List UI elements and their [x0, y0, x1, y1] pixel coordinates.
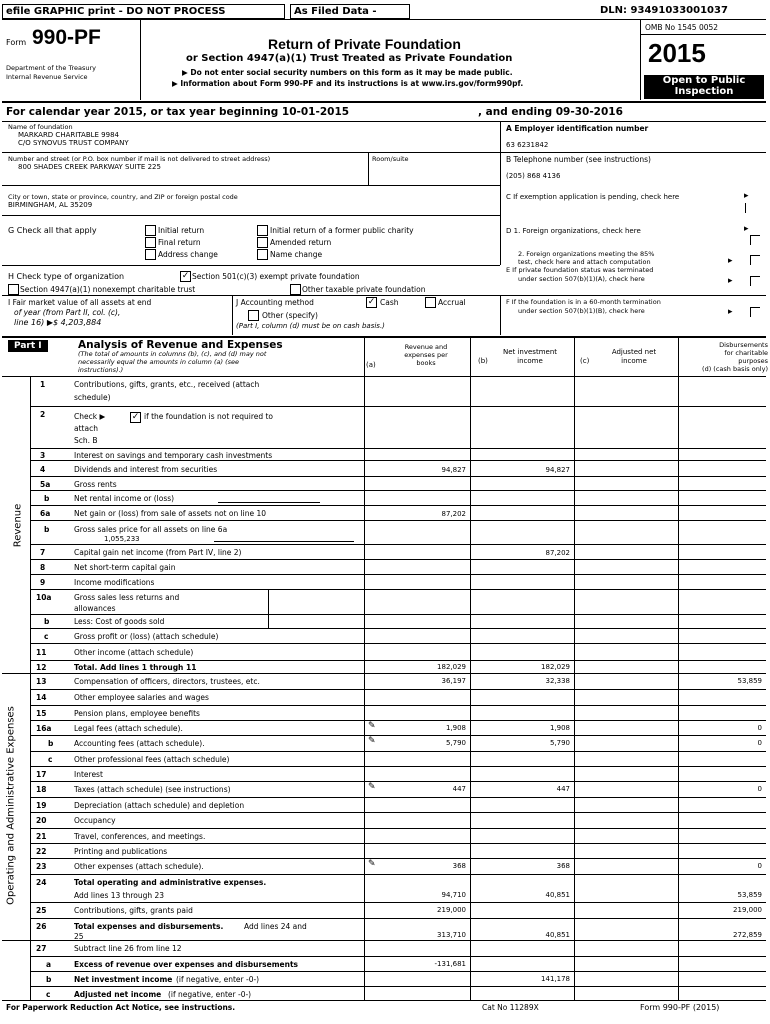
phone-value: (205) 868 4136: [506, 172, 561, 180]
r26-col-b: 40,851: [545, 931, 570, 939]
row-label: Gross sales price for all assets on line 6a: [74, 525, 228, 534]
row-label: Interest: [74, 770, 103, 779]
col-b-line2: income: [517, 357, 543, 365]
revenue-side-label: Revenue: [12, 503, 24, 548]
divider: [30, 828, 766, 829]
r24-col-a: 94,710: [441, 891, 466, 899]
row-label: Accounting fees (attach schedule).: [74, 739, 205, 748]
part-desc1: (The total of amounts in columns (b), (c), and (d) may not: [78, 350, 267, 358]
r6a-col-a: 87,202: [441, 510, 466, 518]
row-number: b: [48, 739, 54, 748]
row-number: 11: [36, 648, 47, 657]
row-label: Subtract line 26 from line 12: [74, 944, 182, 953]
divider: [2, 940, 30, 941]
other-taxable-label: Other taxable private foundation: [302, 285, 426, 294]
row-label: Compensation of officers, directors, trustees, etc.: [74, 677, 260, 686]
divider: [30, 689, 766, 690]
open-inspection-badge: [644, 75, 764, 99]
col-a-header: [382, 343, 470, 367]
divider: [30, 971, 766, 972]
r25-col-a: 219,000: [437, 906, 466, 914]
arrow-right-icon: ▸: [728, 276, 733, 286]
col-d-header: [668, 341, 768, 373]
foundation-name: MARKARD CHARITABLE 9984: [18, 131, 119, 139]
r7-col-b: 87,202: [545, 549, 570, 557]
row-label: Sch. B: [74, 436, 98, 445]
dept-label: Department of the Treasury: [6, 64, 97, 72]
part-desc3: instructions).): [78, 366, 124, 374]
e-checkbox[interactable]: [750, 276, 760, 286]
divider: [30, 490, 766, 491]
ein-value: 63 6231842: [506, 141, 549, 149]
arrow-right-icon: ▸: [744, 191, 749, 201]
row-label: Other income (attach schedule): [74, 648, 194, 657]
divider: [30, 574, 766, 575]
row-label: Gross sales less returns and: [74, 593, 180, 602]
row-label: Net rental income or (loss): [74, 494, 175, 503]
r6b-value: 1,055,233: [104, 535, 140, 543]
i-line2: of year (from Part II, col. (c),: [14, 308, 121, 317]
other-taxable-checkbox[interactable]: [290, 284, 301, 295]
sec501-checkbox[interactable]: ✓: [181, 271, 190, 281]
row-number: 1: [40, 380, 46, 389]
attachment-icon[interactable]: ✎: [368, 721, 376, 731]
col-d-line3: purposes: [738, 357, 768, 365]
row-number: 24: [36, 878, 47, 887]
row-number: 25: [36, 906, 47, 915]
row-label: Net gain or (loss) from sale of assets not on line 10: [74, 509, 267, 518]
dln: DLN: 93491033001037: [600, 5, 728, 16]
part-label: Part I: [8, 340, 48, 352]
divider: [2, 673, 30, 674]
divider: [30, 660, 766, 661]
divider: [140, 20, 141, 100]
attachment-icon[interactable]: ✎: [368, 859, 376, 869]
irs-label: Internal Revenue Service: [6, 73, 88, 81]
i-line1: I Fair market value of all assets at end: [8, 298, 152, 307]
divider: [30, 559, 766, 560]
row-label: Total expenses and disbursements.: [74, 922, 224, 931]
divider: [640, 34, 766, 35]
divider: [30, 705, 766, 706]
f-label-b: under section 507(b)(1)(B), check here: [518, 307, 645, 315]
d1-label: D 1. Foreign organizations, check here: [506, 227, 641, 235]
initial-former-label: Initial return of a former public charity: [270, 226, 414, 235]
row-number: 21: [36, 832, 47, 841]
row-label: Total operating and administrative expenses.: [74, 878, 267, 887]
part-title: Analysis of Revenue and Expenses: [78, 339, 283, 351]
efile-banner: efile GRAPHIC print - DO NOT PROCESS: [2, 4, 285, 19]
row-number: c: [44, 632, 49, 641]
row-label: Income modifications: [74, 578, 155, 587]
col-b-tag: (b): [478, 357, 488, 365]
row-number: c: [46, 990, 51, 999]
other-method-label: Other (specify): [262, 311, 318, 320]
divider: [268, 589, 269, 628]
row-label: Depreciation (attach schedule) and depletion: [74, 801, 245, 810]
initial-return-checkbox[interactable]: [145, 225, 156, 236]
name-change-label: Name change: [270, 250, 323, 259]
divider: [30, 520, 766, 521]
i-line3: line 16) ▶$ 4,203,884: [14, 318, 102, 327]
final-return-label: Final return: [158, 238, 201, 247]
row-label: Contributions, gifts, grants, etc., received (attach: [74, 380, 260, 389]
row-number: a: [46, 960, 52, 969]
divider: [2, 336, 766, 338]
amended-return-label: Amended return: [270, 238, 332, 247]
name-change-checkbox[interactable]: [257, 249, 268, 260]
footer-paperwork: For Paperwork Reduction Act Notice, see instructions.: [6, 1003, 236, 1012]
divider: [470, 338, 471, 1000]
row-number: 14: [36, 693, 47, 702]
divider: [30, 460, 766, 461]
col-d-line4: (d) (cash basis only): [702, 365, 768, 373]
row-number: 27: [36, 944, 47, 953]
row-label: Occupancy: [74, 816, 116, 825]
accrual-checkbox[interactable]: [425, 297, 436, 308]
divider: [30, 406, 766, 407]
r16a-col-d: 0: [757, 724, 762, 732]
sec501-label: Section 501(c)(3) exempt private foundation: [192, 272, 360, 281]
row-label: Other professional fees (attach schedule): [74, 755, 230, 764]
divider: [2, 19, 766, 20]
row-label: Total. Add lines 1 through 11: [74, 663, 197, 672]
divider: [232, 295, 233, 335]
r18-col-b: 447: [556, 785, 570, 793]
divider: [30, 918, 766, 919]
row-number: 4: [40, 465, 46, 474]
r25-col-d: 219,000: [733, 906, 762, 914]
row-number: 8: [40, 563, 46, 572]
ein-label: A Employer identification number: [506, 124, 649, 133]
sch-b-checkbox[interactable]: ✓: [131, 412, 140, 422]
row-label: Other employee salaries and wages: [74, 693, 209, 702]
row-number: 10a: [36, 593, 52, 602]
row-label: Travel, conferences, and meetings.: [74, 832, 206, 841]
divider: [218, 502, 320, 503]
row-number: 13: [36, 677, 47, 686]
row-number: 12: [36, 663, 47, 672]
row-label: Net investment income: [74, 975, 173, 984]
row-label: if the foundation is not required to: [144, 412, 274, 421]
footer-cat: Cat No 11289X: [482, 1003, 539, 1012]
col-a-tag: (a): [366, 361, 376, 369]
row-label: Excess of revenue over expenses and disbursements: [74, 960, 299, 969]
initial-return-label: Initial return: [158, 226, 205, 235]
h-label: H Check type of organization: [8, 272, 125, 281]
row-label: Gross profit or (loss) (attach schedule): [74, 632, 219, 641]
r13-col-b: 32,338: [545, 677, 570, 685]
divider: [30, 956, 766, 957]
r27a-col-a: -131,681: [434, 960, 466, 968]
ssn-note: ▶ Do not enter social security numbers on this form as it may be made public.: [182, 68, 513, 77]
divider: [2, 101, 766, 103]
row-label: Capital gain net income (from Part IV, line 2): [74, 548, 242, 557]
divider: [2, 1000, 766, 1001]
row-label: 25: [74, 932, 84, 941]
r18-col-d: 0: [757, 785, 762, 793]
r16b-col-d: 0: [757, 739, 762, 747]
divider: [30, 448, 766, 449]
divider: [30, 673, 766, 674]
arrow-right-icon: ▸: [744, 224, 749, 234]
row-label: (if negative, enter -0-): [176, 975, 260, 984]
divider: [30, 720, 766, 721]
divider: [640, 20, 641, 100]
col-a-line3: books: [416, 359, 436, 367]
address-change-checkbox[interactable]: [145, 249, 156, 260]
divider: [30, 505, 766, 506]
info-note: ▶ Information about Form 990-PF and its instructions is at www.irs.gov/form990pf.: [172, 79, 524, 88]
r26-col-d: 272,859: [733, 931, 762, 939]
r16a-col-b: 1,908: [549, 724, 570, 732]
footer-form: Form 990-PF (2015): [640, 1003, 720, 1012]
r26-col-a: 313,710: [437, 931, 466, 939]
divider: [30, 614, 766, 615]
divider: [678, 338, 679, 1000]
r23-col-a: 368: [452, 862, 466, 870]
divider: [500, 121, 501, 265]
d1-checkbox[interactable]: [750, 235, 760, 245]
open-line1: Open to Public: [662, 75, 746, 86]
r27b-col-b: 141,178: [541, 975, 570, 983]
row-number: 5a: [40, 480, 51, 489]
divider: [574, 338, 575, 1000]
divider: [30, 476, 766, 477]
row-label: Net short-term capital gain: [74, 563, 176, 572]
divider: [30, 735, 766, 736]
sec4947-label: Section 4947(a)(1) nonexempt charitable trust: [20, 285, 196, 294]
city-value: BIRMINGHAM, AL 35209: [8, 201, 93, 209]
row-number: 23: [36, 862, 47, 871]
street-label: Number and street (or P.O. box number if mail is not delivered to street address): [8, 155, 271, 163]
row-label: Check ▶: [74, 412, 106, 421]
col-a-line1: Revenue and: [404, 343, 448, 351]
row-label: Contributions, gifts, grants paid: [74, 906, 193, 915]
row-number: b: [44, 617, 50, 626]
room-label: Room/suite: [372, 155, 409, 163]
row-number: 16a: [36, 724, 52, 733]
divider: [2, 215, 500, 216]
r12-col-b: 182,029: [541, 663, 570, 671]
j-note: (Part I, column (d) must be on cash basis.): [236, 322, 385, 330]
row-label: Interest on savings and temporary cash investments: [74, 451, 273, 460]
attachment-icon[interactable]: ✎: [368, 736, 376, 746]
calendar-begin: For calendar year 2015, or tax year beginning 10-01-2015: [6, 106, 350, 118]
r23-col-d: 0: [757, 862, 762, 870]
form-number: 990-PF: [32, 26, 101, 49]
divider: [368, 152, 369, 185]
divider: [30, 766, 766, 767]
cash-label: Cash: [380, 298, 399, 307]
row-number: 26: [36, 922, 47, 931]
phone-label: B Telephone number (see instructions): [506, 155, 651, 164]
j-label: J Accounting method: [236, 298, 314, 307]
divider: [2, 185, 500, 186]
form-prefix: Form: [6, 38, 27, 47]
divider: [30, 812, 766, 813]
part-desc2: necessarily equal the amounts in column (a) (see: [78, 358, 240, 366]
divider: [30, 628, 766, 629]
divider: [30, 858, 766, 859]
row-label: Legal fees (attach schedule).: [74, 724, 183, 733]
divider: [500, 295, 501, 335]
col-c-tag: (c): [580, 357, 590, 365]
divider: [214, 541, 354, 542]
divider: [2, 152, 766, 153]
row-number: 15: [36, 709, 47, 718]
g-label: G Check all that apply: [8, 226, 97, 235]
city-label: City or town, state or province, country, and ZIP or foreign postal code: [8, 193, 238, 201]
row-number: c: [48, 755, 53, 764]
r13-col-a: 36,197: [441, 677, 466, 685]
row-number: b: [44, 525, 50, 534]
arrow-right-icon: ▸: [728, 307, 733, 317]
divider: [2, 121, 766, 122]
divider: [30, 874, 766, 875]
col-d-line2: for charitable: [724, 349, 768, 357]
row-label: Less: Cost of goods sold: [74, 617, 165, 626]
r16b-col-a: 5,790: [445, 739, 466, 747]
calendar-end: , and ending 09-30-2016: [478, 106, 623, 118]
r4-col-a: 94,827: [441, 466, 466, 474]
row-label: Other expenses (attach schedule).: [74, 862, 204, 871]
attachment-icon[interactable]: ✎: [368, 782, 376, 792]
row-number: b: [44, 494, 50, 503]
col-b-line1: Net investment: [502, 348, 558, 356]
col-c-line1: Adjusted net: [611, 348, 657, 356]
r16a-col-a: 1,908: [445, 724, 466, 732]
divider: [2, 295, 766, 296]
divider: [30, 751, 766, 752]
filed-banner: As Filed Data -: [290, 4, 410, 19]
open-line2: Inspection: [674, 86, 734, 97]
row-label: attach: [74, 424, 98, 433]
divider: [2, 376, 766, 377]
row-label: allowances: [74, 604, 116, 613]
row-number: 7: [40, 548, 46, 557]
row-label: Add lines 13 through 23: [74, 891, 165, 900]
row-number: 17: [36, 770, 47, 779]
r18-col-a: 447: [452, 785, 466, 793]
c-checkbox[interactable]: [745, 203, 746, 213]
row-label: Pension plans, employee benefits: [74, 709, 200, 718]
d2-label-a: 2. Foreign organizations meeting the 85%: [518, 250, 655, 258]
f-label-a: F If the foundation is in a 60-month termination: [506, 298, 661, 306]
name-label: Name of foundation: [8, 123, 73, 131]
amended-return-checkbox[interactable]: [257, 237, 268, 248]
omb-number: OMB No 1545 0052: [645, 23, 719, 32]
d2-checkbox[interactable]: [750, 255, 760, 265]
divider: [30, 797, 766, 798]
row-label: Add lines 24 and: [244, 922, 307, 931]
e-label-b: under section 507(b)(1)(A), check here: [518, 275, 645, 283]
row-number: 2: [40, 410, 46, 419]
r4-col-b: 94,827: [545, 466, 570, 474]
other-method-checkbox[interactable]: [248, 310, 259, 321]
final-return-checkbox[interactable]: [145, 237, 156, 248]
sec4947-checkbox[interactable]: [8, 284, 19, 295]
f-checkbox[interactable]: [750, 307, 760, 317]
r13-col-d: 53,859: [737, 677, 762, 685]
divider: [30, 376, 31, 1000]
row-number: b: [46, 975, 52, 984]
r16b-col-b: 5,790: [549, 739, 570, 747]
divider: [30, 940, 766, 941]
row-label: Adjusted net income: [74, 990, 162, 999]
row-label: (if negative, enter -0-): [168, 990, 252, 999]
foundation-care-of: C/O SYNOVUS TRUST COMPANY: [18, 139, 129, 147]
row-number: 20: [36, 816, 47, 825]
divider: [30, 544, 766, 545]
arrow-right-icon: ▸: [728, 256, 733, 266]
address-change-label: Address change: [158, 250, 218, 259]
street-value: 800 SHADES CREEK PARKWAY SUITE 225: [18, 163, 161, 171]
c-label: C If exemption application is pending, check here: [506, 193, 680, 201]
row-number: 22: [36, 847, 47, 856]
col-b-header: [486, 348, 574, 366]
row-number: 6a: [40, 509, 51, 518]
expenses-side-label: Operating and Administrative Expenses: [5, 706, 17, 905]
row-number: 18: [36, 785, 47, 794]
col-a-line2: expenses per: [404, 351, 448, 359]
col-c-line2: income: [621, 357, 647, 365]
row-number: 19: [36, 801, 47, 810]
initial-former-checkbox[interactable]: [257, 225, 268, 236]
divider: [30, 986, 766, 987]
divider: [30, 643, 766, 644]
r12-col-a: 182,029: [437, 663, 466, 671]
accrual-label: Accrual: [438, 298, 466, 307]
row-label: Gross rents: [74, 480, 117, 489]
e-label-a: E If private foundation status was terminated: [506, 266, 654, 274]
divider: [30, 902, 766, 903]
r24-col-b: 40,851: [545, 891, 570, 899]
row-number: 9: [40, 578, 46, 587]
divider: [30, 843, 766, 844]
divider: [364, 338, 365, 1000]
form-title: Return of Private Foundation: [268, 36, 461, 52]
row-label: Taxes (attach schedule) (see instructions): [74, 785, 231, 794]
col-d-line1: Disbursements: [719, 341, 768, 349]
divider: [30, 589, 766, 590]
divider: [30, 781, 766, 782]
row-label: Dividends and interest from securities: [74, 465, 218, 474]
row-label: Printing and publications: [74, 847, 168, 856]
col-c-header: [590, 348, 678, 366]
d2-label-b: test, check here and attach computation: [518, 258, 651, 266]
divider: [2, 265, 500, 266]
row-label: schedule): [74, 393, 111, 402]
tax-year: 2015: [648, 38, 706, 68]
cash-checkbox[interactable]: ✓: [367, 297, 376, 307]
row-number: 3: [40, 451, 46, 460]
r24-col-d: 53,859: [737, 891, 762, 899]
form-subtitle: or Section 4947(a)(1) Trust Treated as Private Foundation: [186, 53, 513, 64]
r23-col-b: 368: [556, 862, 570, 870]
